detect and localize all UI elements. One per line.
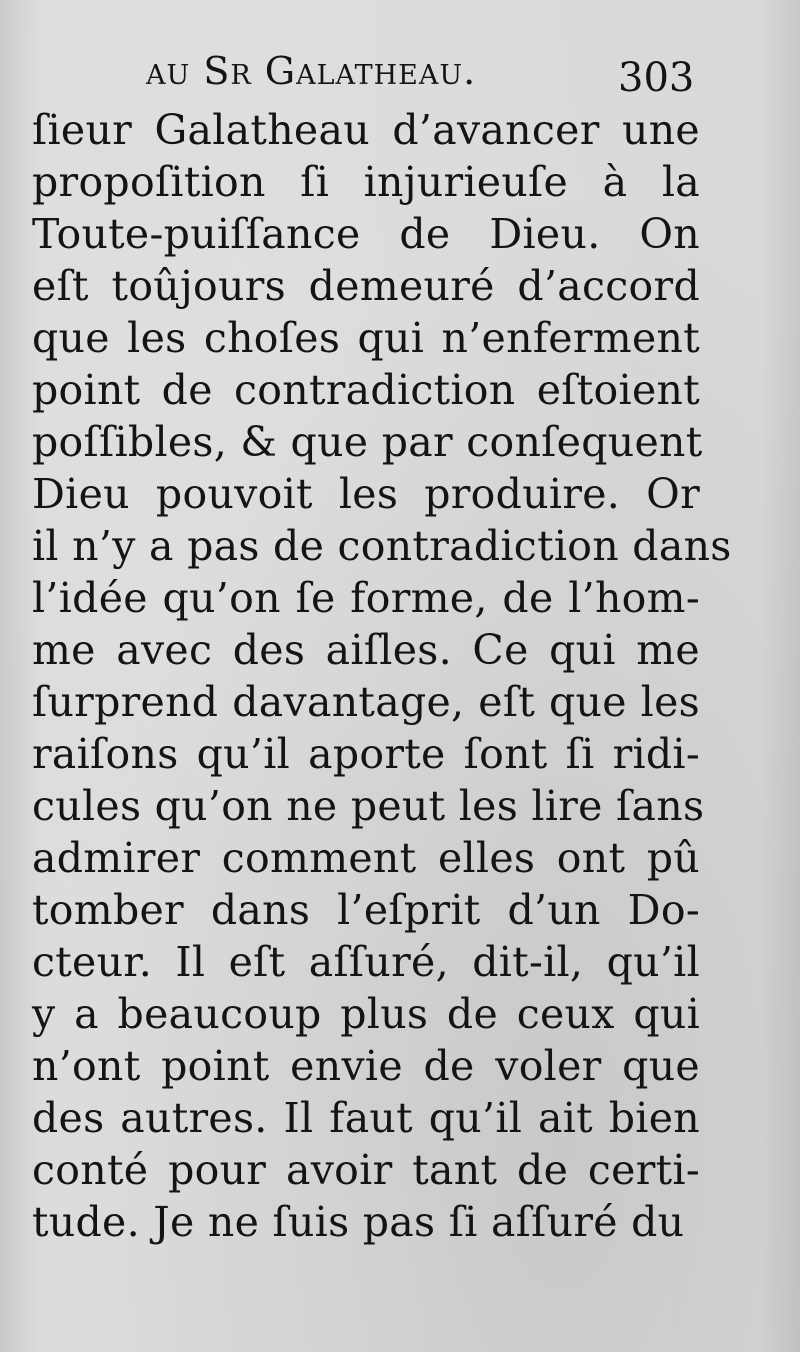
text-line: n’ont point envie de voler que	[32, 1042, 700, 1090]
text-line: cules qu’on ne peut les lire ſans	[32, 782, 705, 830]
text-line: Toute-puiſſance de Dieu. On	[32, 210, 700, 258]
text-line: raiſons qu’il aporte ſont ſi ridi-	[32, 730, 700, 778]
text-line: tomber dans l’eſprit d’un Do-	[32, 886, 700, 934]
text-line: cteur. Il eſt aſſuré, dit-il, qu’il	[32, 938, 700, 986]
text-line: tude. Je ne ſuis pas ſi aſſuré du	[32, 1198, 685, 1246]
text-line: y a beaucoup plus de ceux qui	[32, 990, 700, 1038]
body-text	[32, 104, 732, 1248]
text-line: ſieur Galatheau d’avancer une	[32, 106, 700, 154]
text-line: ſurprend davantage, eſt que les	[32, 678, 700, 726]
text-line: me avec des aiſles. Ce qui me	[32, 626, 700, 674]
text-line: conté pour avoir tant de certi-	[32, 1146, 700, 1194]
text-line: il n’y a pas de contradiction dans	[32, 522, 732, 570]
text-line: eſt toûjours demeuré d’accord	[32, 262, 700, 310]
text-line: poſſibles, & que par conſequent	[32, 418, 703, 466]
text-line: point de contradiction eſtoient	[32, 366, 700, 414]
text-line: Dieu pouvoit les produire. Or	[32, 470, 700, 518]
text-line: que les choſes qui n’enferment	[32, 314, 700, 362]
text-line: admirer comment elles ont pû	[32, 834, 700, 882]
page-number: 303	[618, 55, 695, 101]
text-line: des autres. Il faut qu’il ait bien	[32, 1094, 700, 1142]
text-line: propoſition ſi injurieuſe à la	[32, 158, 700, 206]
running-head: au Sr Galatheau.	[146, 49, 477, 93]
text-line: l’idée qu’on ſe forme, de l’hom-	[32, 574, 700, 622]
